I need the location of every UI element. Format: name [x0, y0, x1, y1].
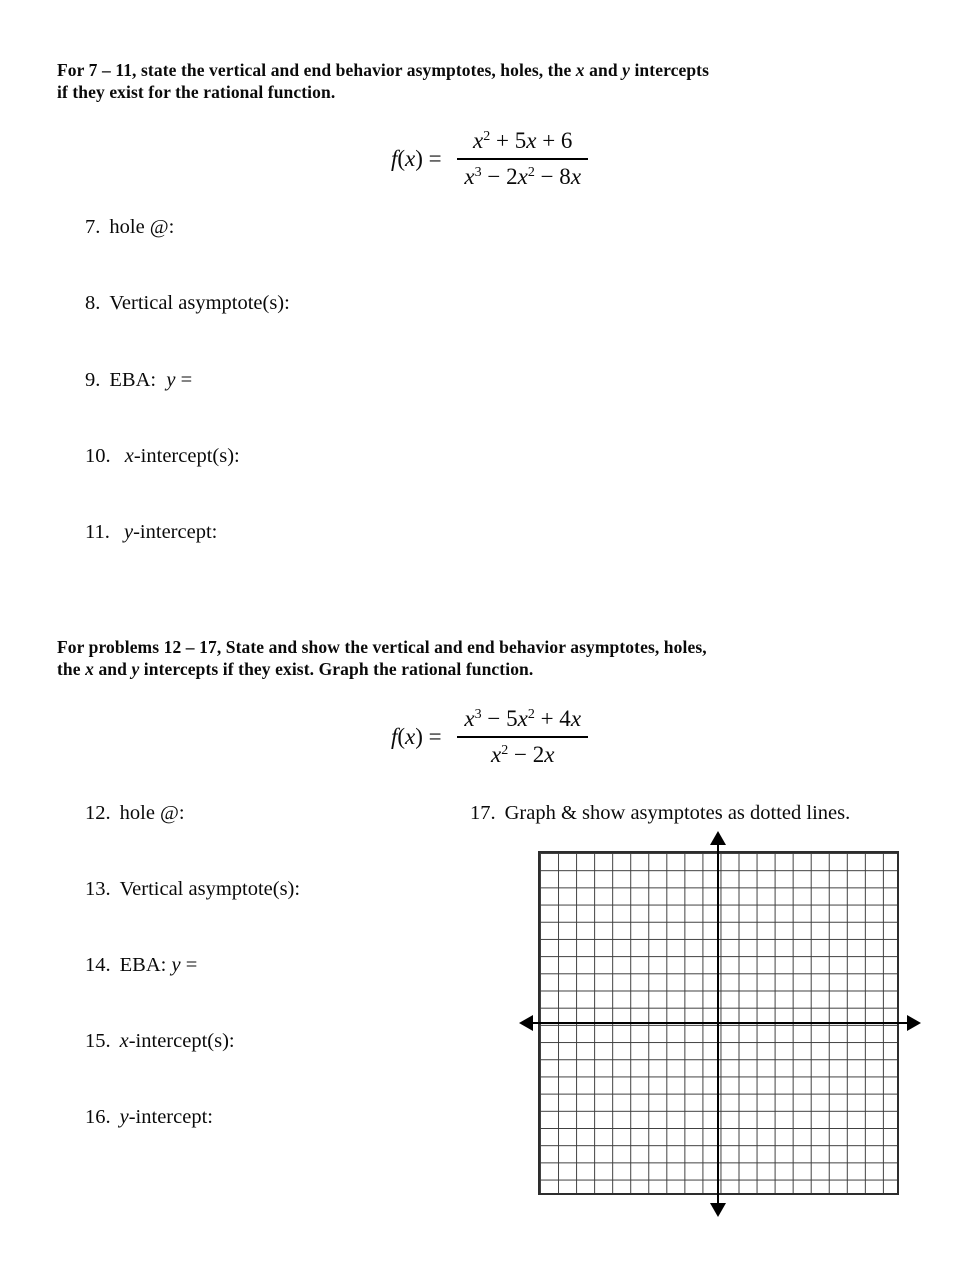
coordinate-plane — [519, 831, 921, 1217]
formula-1-fraction — [457, 128, 588, 190]
question-15-number: 15. — [85, 1030, 111, 1052]
x-axis-right-arrow-icon — [907, 1015, 921, 1031]
formula-2-fraction — [457, 706, 588, 768]
rational-function-formula-2 — [0, 704, 979, 770]
question-15: 15. x-intercept(s): — [85, 1030, 235, 1052]
y-axis-down-arrow-icon — [710, 1203, 726, 1217]
question-9: 9. EBA: y = — [85, 369, 193, 391]
y-axis — [717, 842, 719, 1206]
formula-1-denominator: $x^3 - 2x^2 - 8x$ — [464, 164, 582, 189]
rational-function-formula-1 — [0, 126, 979, 192]
formula-1-numerator: $x^2 + 5x + 6$ — [457, 128, 588, 160]
instructions-problems-7-11 — [57, 59, 937, 103]
instructions-2-line-1: For problems 12 – 17, State and show the vertical and end behavior asymptotes, holes, — [57, 637, 707, 657]
question-17: 17. Graph & show asymptotes as dotted lines. — [470, 802, 851, 824]
question-10: 10. x-intercept(s): — [85, 445, 240, 467]
question-14-number: 14. — [85, 954, 111, 976]
question-12-number: 12. — [85, 802, 111, 824]
instructions-line-2: if they exist for the rational function. — [57, 82, 336, 102]
y-axis-up-arrow-icon — [710, 831, 726, 845]
formula-2-lhs: f ( x ) = — [390, 724, 448, 749]
formula-2-denominator: $x^2 - 2x$ — [491, 742, 555, 767]
question-8-number: 8. — [85, 292, 101, 314]
question-9-number: 9. — [85, 369, 101, 391]
question-11-number: 11. — [85, 521, 110, 543]
x-axis — [530, 1022, 910, 1024]
question-11: 11. y-intercept: — [85, 521, 218, 543]
question-12: 12. hole @: — [85, 802, 185, 824]
question-13: 13. Vertical asymptote(s): — [85, 878, 301, 900]
question-8: 8. Vertical asymptote(s): — [85, 292, 290, 314]
instructions-problems-12-17 — [57, 636, 937, 680]
formula-1-lhs: f ( x ) = — [390, 146, 448, 171]
x-axis-left-arrow-icon — [519, 1015, 533, 1031]
formula-2-numerator: $x^3 - 5x^2 + 4x$ — [457, 706, 588, 738]
question-14: 14. EBA: y = — [85, 954, 198, 976]
instructions-2-line-2: the x and y intercepts if they exist. Graph the rational function. — [57, 659, 534, 679]
question-16: 16. y-intercept: — [85, 1106, 213, 1128]
question-7-number: 7. — [85, 216, 101, 238]
question-17-number: 17. — [470, 802, 496, 824]
question-13-number: 13. — [85, 878, 111, 900]
question-16-number: 16. — [85, 1106, 111, 1128]
question-10-number: 10. — [85, 445, 111, 467]
instructions-line-1: For 7 – 11, state the vertical and end behavior asymptotes, holes, the x and y intercepts — [57, 60, 710, 80]
question-7: 7. hole @: — [85, 216, 175, 238]
